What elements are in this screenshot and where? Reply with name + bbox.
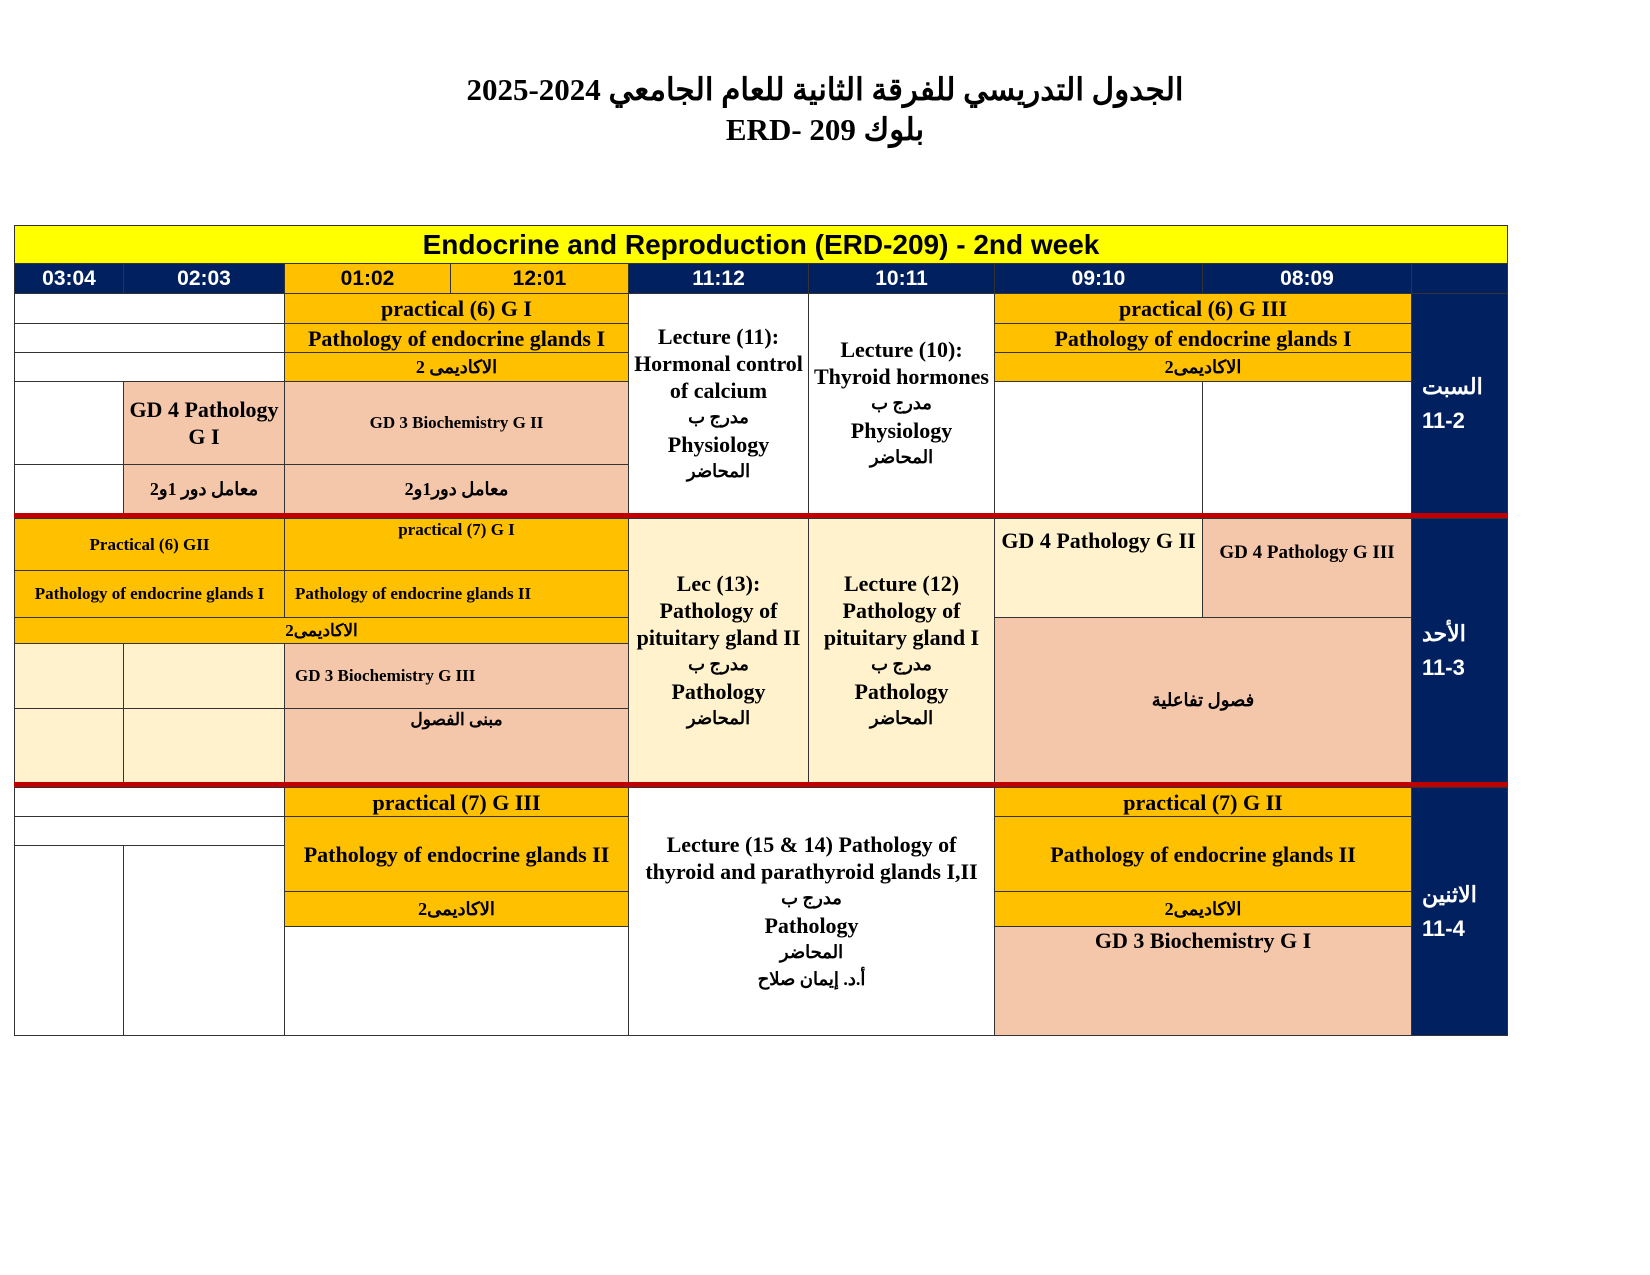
lecturer: المحاضر	[686, 460, 751, 481]
practical-room: الاكاديمى2	[284, 891, 629, 927]
practical-title: practical (7) G III	[284, 787, 629, 817]
lecture-hall: مدرج ب	[781, 887, 842, 908]
day-label	[1411, 787, 1508, 1036]
empty-cell	[1202, 381, 1412, 514]
gd-cell: GD 4 Pathology G III	[1202, 518, 1412, 618]
lecture-department: Pathology	[854, 678, 949, 704]
page-subtitle: بلوك ERD- 209	[725, 112, 925, 147]
practical-title: practical (7) G I	[284, 518, 629, 571]
lecture-title: Lecture (11):	[657, 323, 780, 349]
time-header: 12:01	[450, 263, 629, 294]
day-date: 11-4	[1422, 915, 1465, 941]
interactive-classes: فصول تفاعلية	[994, 617, 1412, 783]
empty-cell	[14, 845, 124, 1036]
schedule-banner: Endocrine and Reproduction (ERD-209) - 2nd week	[14, 225, 1508, 264]
empty-cell	[14, 381, 124, 465]
lecture-hall: مدرج ب	[871, 393, 932, 413]
lecture-title: Lecture (15 & 14) Pathology of thyroid and parathyroid glands I,II	[645, 831, 978, 884]
lecture-topic: Thyroid hormones	[813, 364, 989, 389]
practical-title: practical (6) G III	[994, 293, 1412, 324]
day-date: 11-3	[1422, 654, 1465, 680]
gd-room: معامل دور 1و2	[123, 464, 285, 514]
time-header: 10:11	[808, 263, 995, 294]
empty-cell	[123, 845, 285, 1036]
lecture-department: Physiology	[667, 431, 770, 457]
empty-cell	[994, 381, 1203, 514]
time-header: 01:02	[284, 263, 451, 294]
gd-cell: GD 3 Biochemistry G I	[994, 926, 1412, 1036]
gd-cell: GD 4 Pathology G II	[994, 518, 1203, 618]
practical-title: practical (6) G I	[284, 293, 629, 324]
empty-cell	[14, 293, 285, 324]
lecture-cell	[808, 518, 995, 783]
lecture-hall: مدرج ب	[871, 653, 932, 674]
time-header: 03:04	[14, 263, 124, 294]
practical-room: الاكاديمى2	[14, 617, 629, 644]
practical-title: practical (7) G II	[994, 787, 1412, 817]
day-label	[1411, 518, 1508, 783]
empty-cell	[14, 643, 124, 709]
practical-room: الاكاديمى 2	[284, 352, 629, 382]
lecturer-name: أ.د. إيمان صلاح	[757, 968, 866, 989]
lecturer: المحاضر	[869, 447, 934, 467]
practical-topic: Pathology of endocrine glands I	[284, 323, 629, 353]
time-header: 11:12	[628, 263, 809, 294]
lecturer: المحاضر	[686, 707, 751, 728]
lecture-department: Pathology	[764, 912, 859, 938]
empty-cell	[123, 643, 285, 709]
page-title: الجدول التدريسي للفرقة الثانية للعام الجامعي 2024-2025	[466, 72, 1184, 107]
practical-topic: Pathology of endocrine glands II	[994, 816, 1412, 892]
lecture-department: Pathology	[671, 678, 766, 704]
lecture-cell	[628, 518, 809, 783]
practical-topic: Pathology of endocrine glands II	[284, 816, 629, 892]
day-header-blank	[1411, 263, 1508, 294]
empty-cell	[14, 787, 285, 817]
lecture-cell	[628, 787, 995, 1036]
empty-cell	[14, 816, 285, 846]
time-header: 09:10	[994, 263, 1203, 294]
gd-cell: GD 4 Pathology G I	[123, 381, 285, 465]
day-name: الاثنين	[1422, 881, 1477, 907]
empty-cell	[14, 708, 124, 783]
practical-topic: Pathology of endocrine glands II	[284, 570, 629, 618]
lecture-topic: Pathology of pituitary gland II	[636, 597, 801, 650]
lecture-title: Lecture (12)	[843, 570, 960, 596]
empty-cell	[284, 926, 629, 1036]
empty-cell	[14, 323, 285, 353]
empty-cell	[123, 708, 285, 783]
lecture-topic: Pathology of pituitary gland I	[823, 597, 980, 650]
lecturer: المحاضر	[869, 707, 934, 728]
empty-cell	[14, 464, 124, 514]
gd-room: مبنى الفصول	[284, 708, 629, 783]
lecture-title: Lecture (10):	[840, 337, 963, 362]
practical-title: Practical (6) GII	[14, 518, 285, 571]
lecture-topic: Hormonal control of calcium	[634, 350, 803, 403]
lecture-hall: مدرج ب	[688, 406, 749, 427]
day-name: الأحد	[1422, 620, 1466, 646]
day-name: السبت	[1422, 373, 1483, 399]
lecture-hall: مدرج ب	[688, 653, 749, 674]
gd-room: معامل دور1و2	[284, 464, 629, 514]
lecture-cell	[628, 293, 809, 514]
empty-cell	[14, 352, 285, 382]
day-date: 11-2	[1422, 407, 1465, 433]
time-header: 02:03	[123, 263, 285, 294]
practical-topic: Pathology of endocrine glands I	[14, 570, 285, 618]
gd-cell: GD 3 Biochemistry G II	[284, 381, 629, 465]
practical-room: الاكاديمى2	[994, 352, 1412, 382]
lecture-cell	[808, 293, 995, 514]
day-label	[1411, 293, 1508, 514]
lecture-title: Lec (13):	[676, 570, 761, 596]
time-header: 08:09	[1202, 263, 1412, 294]
gd-cell: GD 3 Biochemistry G III	[284, 643, 629, 709]
lecture-department: Physiology	[850, 418, 953, 443]
practical-topic: Pathology of endocrine glands I	[994, 323, 1412, 353]
lecturer-label: المحاضر	[779, 941, 844, 962]
practical-room: الاكاديمى2	[994, 891, 1412, 927]
